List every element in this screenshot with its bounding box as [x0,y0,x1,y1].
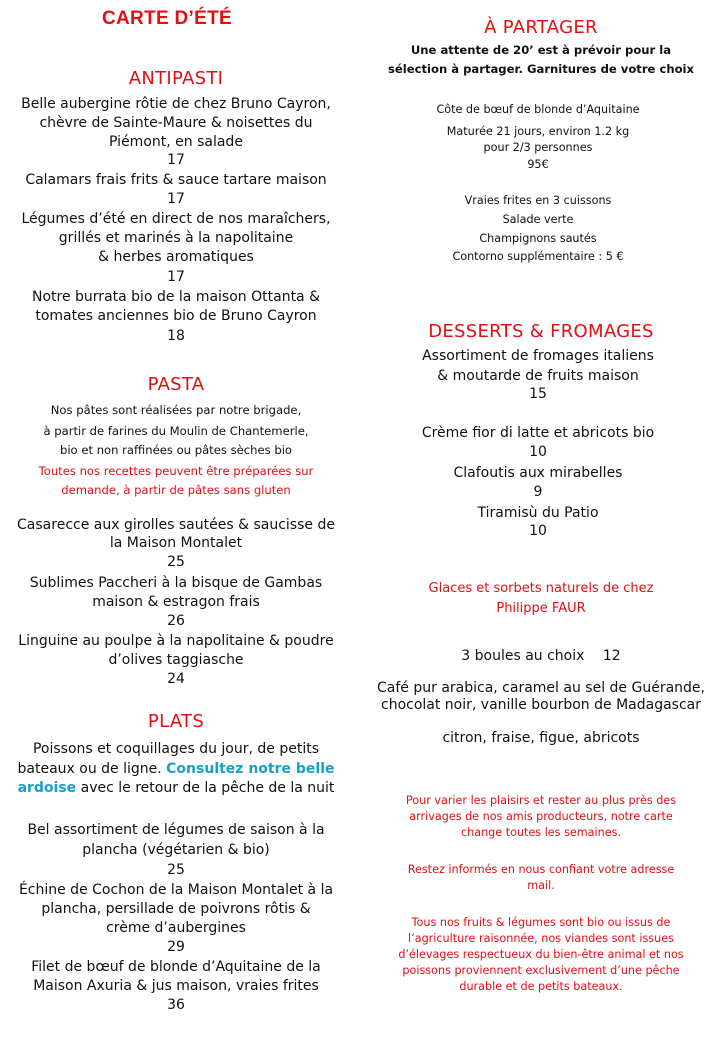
glaces-heading-line-2: Philippe FAUR [496,601,586,616]
plats-item-1-line-1: Bel assortiment de légumes de saison à la [27,822,325,838]
plats-item-2-line-1: Échine de Cochon de la Maison Montalet à la [18,882,334,898]
dessert-item-1-price: 15 [529,386,547,402]
pasta-item-2-line-1: Sublimes Paccheri à la bisque de Gambas [29,575,323,591]
plats-item-1-line-2: plancha (végétarien & bio) [82,842,270,858]
antipasti-item-3-line-3: & herbes aromatiques [98,249,254,265]
note-1-line-3: change toutes les semaines. [460,826,621,839]
antipasti-item-2-line-1: Calamars frais frits & sauce tartare maison [25,172,327,188]
plats-item-2-line-2: plancha, persillade de poivrons rôtis & [41,901,311,917]
partager-intro-line-2: sélection à partager. Garnitures de votre choix [388,62,694,76]
pasta-heading: PASTA [147,374,205,395]
antipasti-item-1-line-3: Piémont, en salade [109,134,243,150]
note-3-line-4: poissons proviennent exclusivement d’une pêche [402,964,680,977]
pasta-item-3-price: 24 [167,671,185,687]
garniture-supplement: Contorno supplémentaire : 5 € [452,250,624,263]
pasta-item-1-price: 25 [167,554,185,570]
note-3-line-1: Tous nos fruits & légumes sont bio ou issus de [411,916,671,929]
note-3-line-2: l’agriculture raisonnée, nos viandes sont issues [408,932,674,945]
plats-item-2-price: 29 [167,939,185,955]
dessert-item-4-price: 10 [529,523,547,539]
plats-intro-line-1: Poissons et coquillages du jour, de petits [32,741,320,757]
dessert-item-3-line-1: Clafoutis aux mirabelles [453,465,623,481]
pasta-item-2-price: 26 [167,613,185,629]
pasta-intro-line-1: Nos pâtes sont réalisées par notre brigade, [50,403,302,417]
plats-intro-line-2 [0,760,352,779]
plats-item-1-price: 25 [167,862,185,878]
dessert-item-1-line-2: & moutarde de fruits maison [437,368,639,384]
partager-heading: À PARTAGER [484,17,598,38]
pasta-item-2-line-2: maison & estragon frais [92,594,260,610]
dessert-item-2-line-1: Crème fior di latte et abricots bio [421,425,655,441]
right-column [362,0,720,1040]
antipasti-item-4-line-1: Notre burrata bio de la maison Ottanta & [32,289,320,305]
partager-item-price: 95€ [527,158,549,171]
plats-ardoise-link-part-1: Consultez notre belle [166,761,335,777]
plats-heading: PLATS [147,711,205,732]
desserts-heading: DESSERTS & FROMAGES [428,321,654,342]
glaces-boules [362,647,720,666]
plats-item-2-line-3: crème d’aubergines [106,920,246,936]
plats-intro-line-3 [0,779,352,798]
left-column [0,0,352,1040]
antipasti-heading: ANTIPASTI [128,68,224,89]
menu-title: CARTE D’ÉTÉ [102,8,232,29]
dessert-item-2-price: 10 [529,444,547,460]
pasta-item-3-line-2: d’olives taggiasche [108,652,244,668]
antipasti-item-4-line-2: tomates anciennes bio de Bruno Cayron [35,308,317,324]
antipasti-item-3-price: 17 [167,269,185,285]
antipasti-item-4-price: 18 [167,328,185,344]
dessert-item-4-line-1: Tiramisù du Patio [477,505,599,521]
garniture-1: Vraies frites en 3 cuissons [464,194,612,207]
parfums-line-2: chocolat noir, vanille bourbon de Madagascar [381,697,701,713]
partager-intro-line-1: Une attente de 20’ est à prévoir pour la [410,43,672,57]
plats-item-3-line-2: Maison Axuria & jus maison, vraies frites [33,978,319,994]
pasta-note-line-2: demande, à partir de pâtes sans gluten [61,483,291,497]
note-3-line-3: d’élevages respectueux du bien-être animal et nos [398,948,684,961]
note-2-line-1: Restez informés en nous confiant votre adresse [407,863,675,876]
plats-item-3-line-1: Filet de bœuf de blonde d’Aquitaine de la [31,959,321,975]
dessert-item-1-line-1: Assortiment de fromages italiens [422,348,654,364]
antipasti-item-3-line-1: Légumes d’été en direct de nos maraîchers, [21,211,331,227]
pasta-item-1-line-2: la Maison Montalet [109,535,243,551]
note-3-line-5: durable et de petits bateaux. [459,980,623,993]
pasta-note-line-1: Toutes nos recettes peuvent être préparées sur [38,464,314,478]
plats-intro-text-end: avec le retour de la pêche de la nuit [80,780,335,796]
pasta-intro-line-3: bio et non raffinées ou pâtes sèches bio [59,443,293,457]
note-1-line-2: arrivages de nos amis producteurs, notre carte [409,810,673,823]
note-2-line-2: mail. [527,879,555,892]
antipasti-item-1-line-1: Belle aubergine rôtie de chez Bruno Cayron, [21,96,331,112]
glaces-boules-label: 3 boules au choix [461,648,585,664]
partager-item-detail-2: pour 2/3 personnes [483,141,593,154]
garniture-2: Salade verte [502,213,574,226]
antipasti-item-3-line-2: grillés et marinés à la napolitaine [58,230,294,246]
note-1-line-1: Pour varier les plaisirs et rester au plus près des [405,794,677,807]
glaces-heading-line-1: Glaces et sorbets naturels de chez [428,581,654,596]
pasta-item-3-line-1: Linguine au poulpe à la napolitaine & poudre [18,633,334,649]
parfums-line-3: citron, fraise, figue, abricots [442,730,640,746]
dessert-item-3-price: 9 [533,484,543,500]
antipasti-item-1-line-2: chèvre de Sainte-Maure & noisettes du [39,115,313,131]
pasta-item-1-line-1: Casarecce aux girolles sautées & saucisse de [17,517,335,533]
plats-ardoise-link-part-2: ardoise [17,780,77,796]
pasta-intro-line-2: à partir de farines du Moulin de Chantemerle, [43,424,309,438]
antipasti-item-2-price: 17 [167,191,185,207]
plats-intro-text: bateaux ou de ligne. [17,761,162,777]
plats-item-3-price: 36 [167,997,185,1013]
glaces-boules-price: 12 [602,648,621,664]
antipasti-item-1-price: 17 [167,152,185,168]
parfums-line-1: Café pur arabica, caramel au sel de Guérande, [377,680,705,696]
partager-item-name: Côte de bœuf de blonde d’Aquitaine [436,103,640,116]
garniture-3: Champignons sautés [479,232,597,245]
partager-item-detail-1: Maturée 21 jours, environ 1.2 kg [446,125,630,138]
